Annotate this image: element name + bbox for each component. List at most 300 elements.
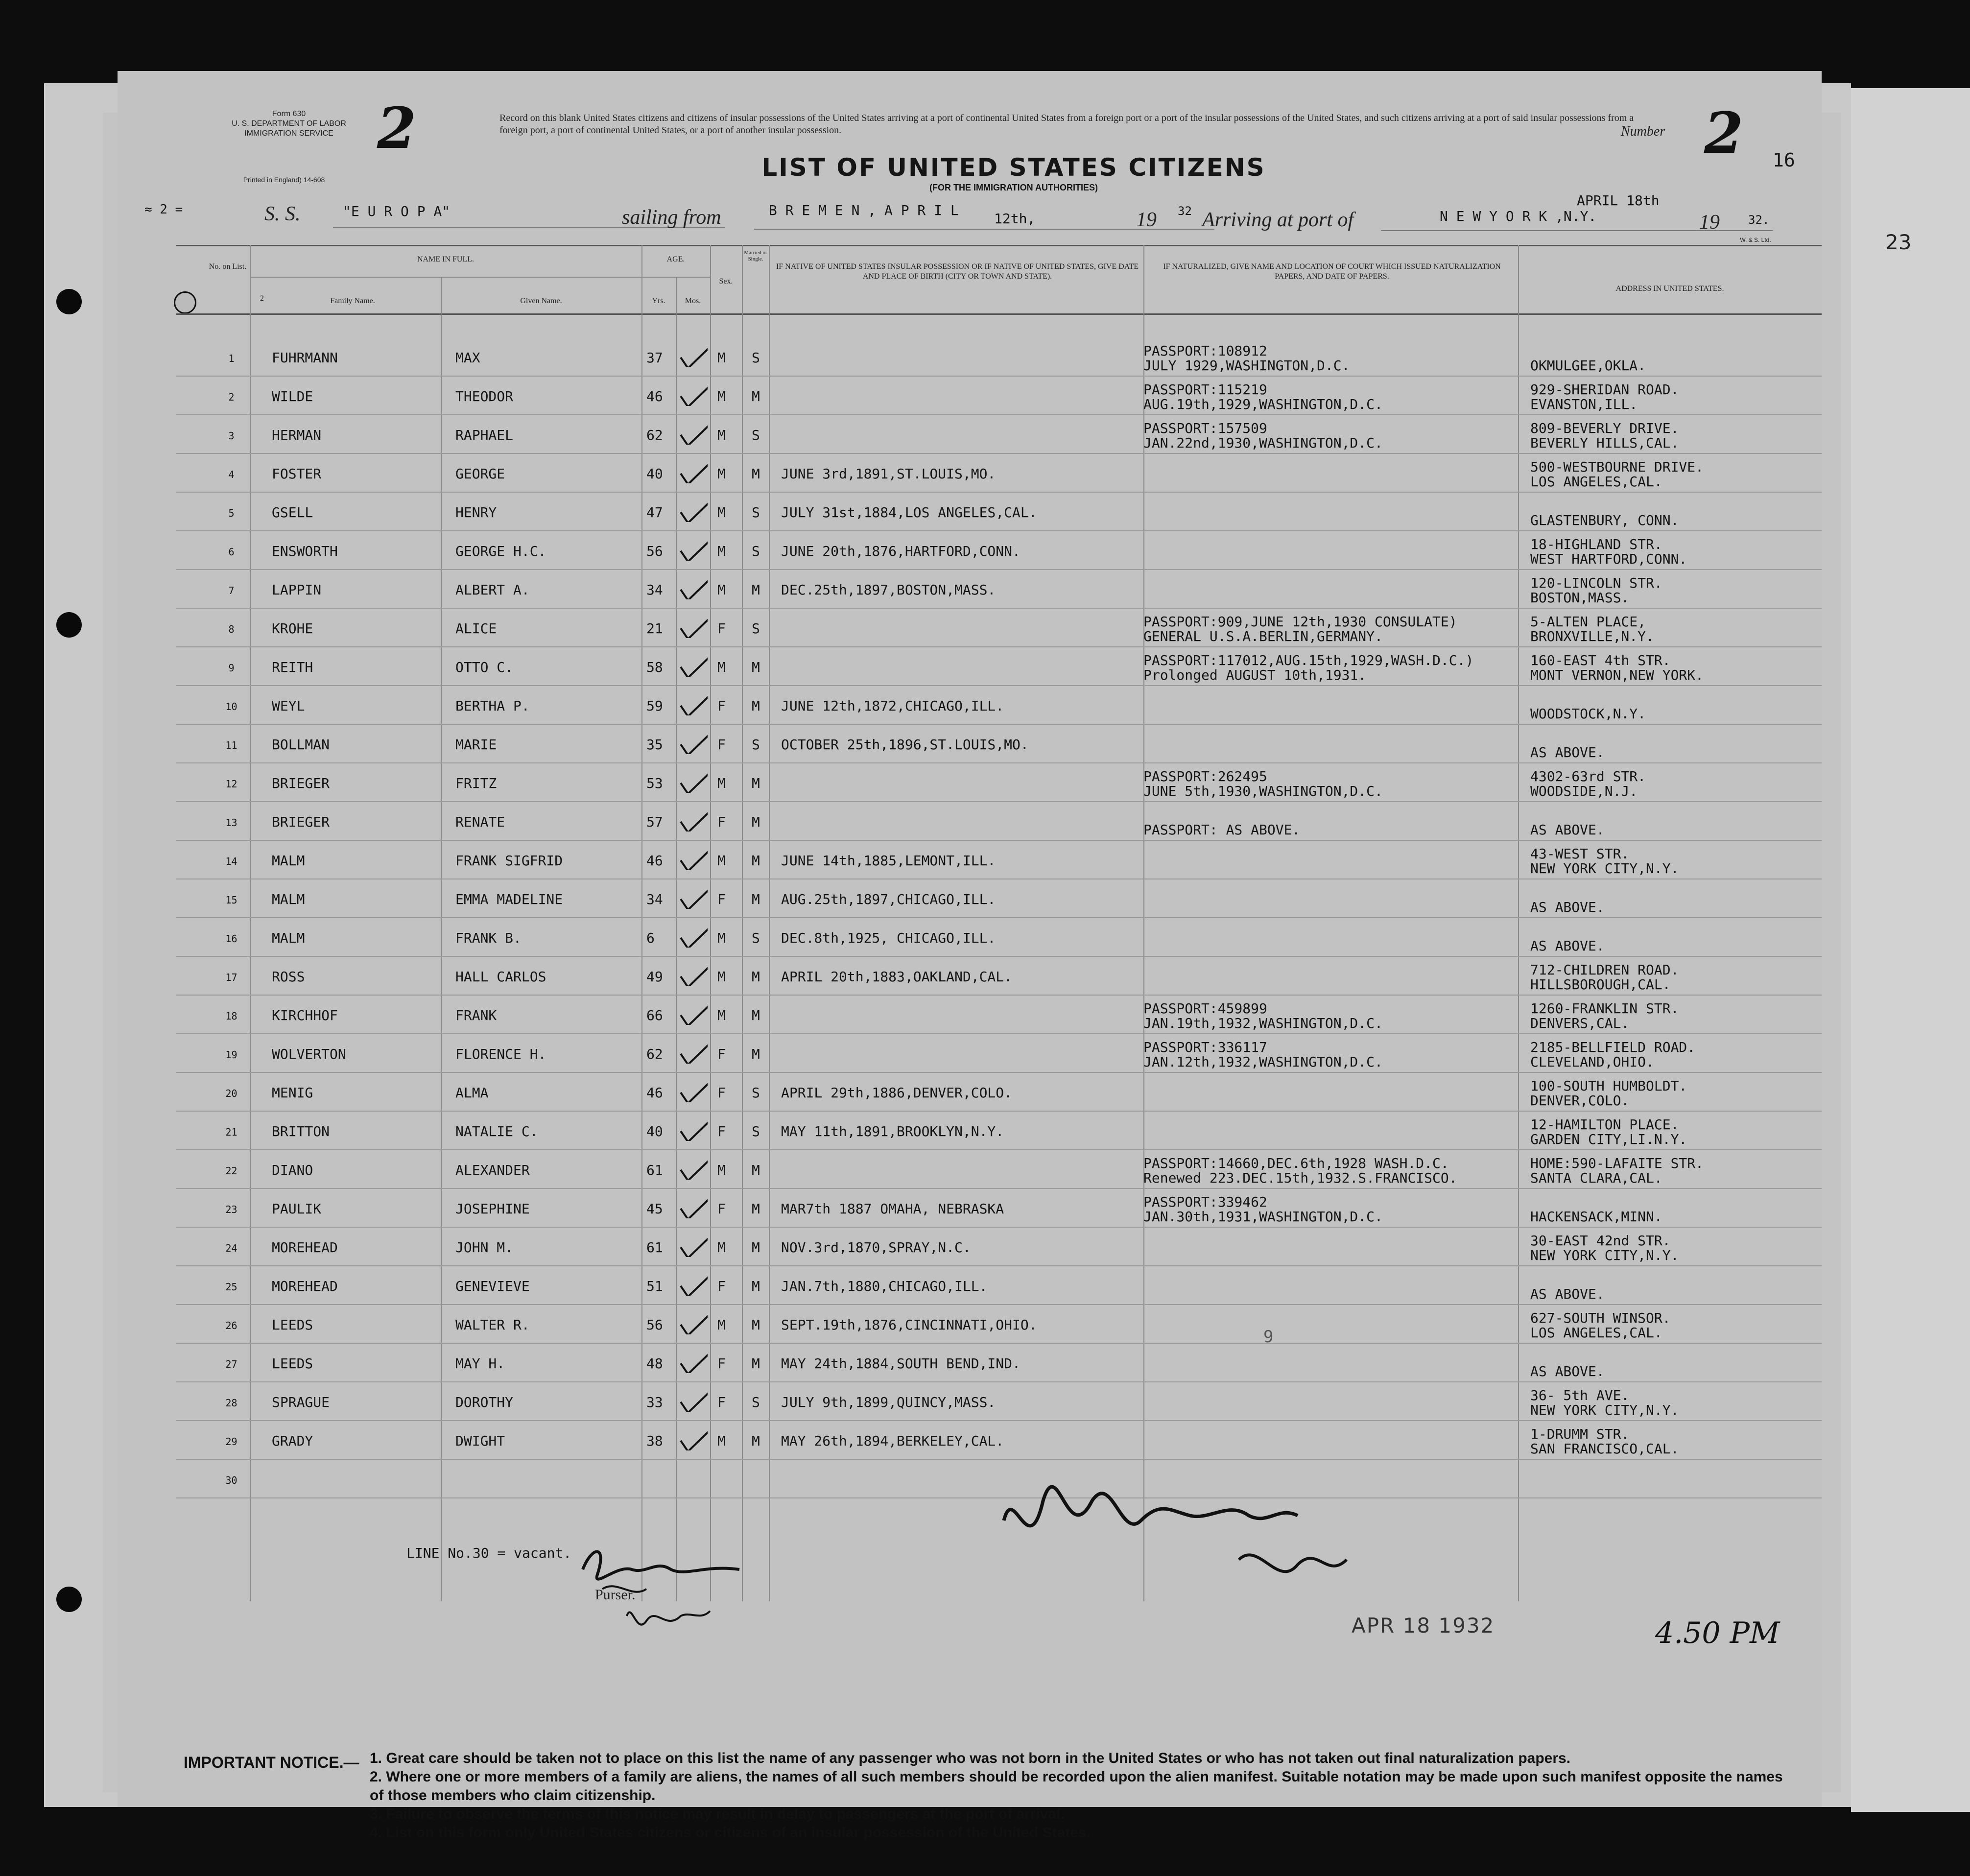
sex: F xyxy=(717,620,726,637)
service: IMMIGRATION SERVICE xyxy=(244,129,333,138)
arrival-year: 32. xyxy=(1748,213,1770,227)
table-row xyxy=(213,609,1822,647)
family-name: GSELL xyxy=(272,504,313,521)
marital-status: M xyxy=(752,1046,760,1062)
marital-status: M xyxy=(752,1433,760,1449)
table-row xyxy=(213,338,1822,376)
family-name: MENIG xyxy=(272,1085,313,1101)
marital-status: M xyxy=(752,582,760,598)
check-mark xyxy=(678,1305,708,1334)
sailing-label: sailing from xyxy=(622,206,721,229)
family-name: WOLVERTON xyxy=(272,1046,346,1062)
naturalization-line-2: Prolonged AUGUST 10th,1931. xyxy=(1143,667,1367,683)
col-family-prefix: 2 xyxy=(260,294,264,303)
sailing-year: 32 xyxy=(1178,204,1192,218)
sex: M xyxy=(717,659,726,675)
birth-date-place: MAR7th 1887 OMAHA, NEBRASKA xyxy=(781,1201,1004,1217)
sex: M xyxy=(717,853,726,869)
notice-heading: IMPORTANT NOTICE.— xyxy=(184,1754,359,1771)
row-number: 4 xyxy=(228,469,235,480)
age-years: 66 xyxy=(646,1007,663,1023)
table-row xyxy=(213,1266,1822,1305)
age-years: 35 xyxy=(646,736,663,753)
marital-status: M xyxy=(752,969,760,985)
col-yrs-header: Yrs. xyxy=(652,297,665,305)
given-name: RAPHAEL xyxy=(455,427,514,443)
marital-status: M xyxy=(752,891,760,907)
row-number: 29 xyxy=(225,1436,237,1448)
sex: M xyxy=(717,427,726,443)
row-number: 28 xyxy=(225,1397,237,1409)
address-line-1: HOME:590-LAFAITE STR. xyxy=(1530,1155,1704,1171)
notice-item: 1. Great care should be taken not to place on this list the name of any passenger who was not born in the United States or who has not taken out final naturalization papers. xyxy=(370,1750,1571,1766)
address-line-2: LOS ANGELES,CAL. xyxy=(1530,1325,1662,1341)
address-line-1: 2185-BELLFIELD ROAD. xyxy=(1530,1039,1696,1055)
birth-date-place: JUNE 3rd,1891,ST.LOUIS,MO. xyxy=(781,466,996,482)
notice-item: 3. Failure to observe the terms of this notice may result in delay to passengers at the port of arrival. xyxy=(370,1806,1065,1822)
address-line-2: NEW YORK CITY,N.Y. xyxy=(1530,860,1679,877)
family-name: MALM xyxy=(272,853,305,869)
age-years: 62 xyxy=(646,427,663,443)
arrival-date: APRIL 18th xyxy=(1577,192,1660,209)
family-name: GRADY xyxy=(272,1433,313,1449)
check-mark xyxy=(678,1034,708,1064)
marital-status: M xyxy=(752,1278,760,1294)
right-page-edge xyxy=(1851,88,1970,1812)
address-line-2: HILLSBOROUGH,CAL. xyxy=(1530,976,1671,993)
marital-status: S xyxy=(752,1085,760,1101)
given-name: HALL CARLOS xyxy=(455,969,546,985)
family-name: LAPPIN xyxy=(272,582,322,598)
printer-mark: W. & S. Ltd. xyxy=(1740,237,1771,243)
address-line-1: 1-DRUMM STR. xyxy=(1530,1426,1630,1442)
naturalization-line-2: JAN.12th,1932,WASHINGTON,D.C. xyxy=(1143,1054,1383,1070)
naturalization-line-1: PASSPORT:115219 xyxy=(1143,381,1267,398)
marital-status: M xyxy=(752,1162,760,1178)
marital-status: S xyxy=(752,930,760,946)
address-line-1: 160-EAST 4th STR. xyxy=(1530,652,1671,668)
given-name: GEORGE H.C. xyxy=(455,543,546,559)
naturalization-line-2: AUG.19th,1929,WASHINGTON,D.C. xyxy=(1143,396,1383,412)
check-mark xyxy=(678,879,708,909)
check-mark xyxy=(678,377,708,406)
age-years: 33 xyxy=(646,1394,663,1410)
table-row xyxy=(213,1228,1822,1266)
family-name: HERMAN xyxy=(272,427,322,443)
form-number: Form 630 xyxy=(272,110,306,118)
edge-page-number: 23 xyxy=(1885,230,1912,254)
row-number: 22 xyxy=(225,1165,237,1177)
given-name: FRANK B. xyxy=(455,930,522,946)
given-name: DWIGHT xyxy=(455,1433,505,1449)
sex: F xyxy=(717,698,726,714)
table-row xyxy=(213,763,1822,802)
naturalization-line-1: PASSPORT:117012,AUG.15th,1929,WASH.D.C.) xyxy=(1143,652,1474,668)
arriving-label: Arriving at port of xyxy=(1202,209,1354,231)
sex: M xyxy=(717,1162,726,1178)
check-mark xyxy=(678,531,708,561)
table-row xyxy=(213,1344,1822,1382)
naturalization-line-1: PASSPORT:459899 xyxy=(1143,1000,1267,1017)
check-mark xyxy=(678,725,708,754)
birth-date-place: APRIL 20th,1883,OAKLAND,CAL. xyxy=(781,969,1013,985)
marital-status: M xyxy=(752,1007,760,1023)
family-name: BRITTON xyxy=(272,1123,330,1140)
row-number: 9 xyxy=(228,662,235,674)
given-name: FRANK xyxy=(455,1007,497,1023)
given-name: GEORGE xyxy=(455,466,505,482)
age-years: 34 xyxy=(646,891,663,907)
age-years: 62 xyxy=(646,1046,663,1062)
row-number: 13 xyxy=(225,817,237,829)
family-name: PAULIK xyxy=(272,1201,322,1217)
sex: M xyxy=(717,1239,726,1256)
check-mark xyxy=(678,957,708,986)
address-line-1: 929-SHERIDAN ROAD. xyxy=(1530,381,1679,398)
sex: F xyxy=(717,1085,726,1101)
address-line-2: NEW YORK CITY,N.Y. xyxy=(1530,1247,1679,1263)
address-line-1: 5-ALTEN PLACE, xyxy=(1530,614,1646,630)
row-number: 10 xyxy=(225,701,237,712)
row-number: 5 xyxy=(228,507,235,519)
birth-date-place: JULY 31st,1884,LOS ANGELES,CAL. xyxy=(781,504,1037,521)
address-line-2: AS ABOVE. xyxy=(1530,899,1605,915)
check-mark xyxy=(678,454,708,483)
age-years: 6 xyxy=(646,930,655,946)
address-line-2: AS ABOVE. xyxy=(1530,1286,1605,1302)
given-name: FRANK SIGFRID xyxy=(455,853,563,869)
row-number: 17 xyxy=(225,972,237,983)
table-row xyxy=(213,377,1822,415)
row-number: 3 xyxy=(228,430,235,442)
given-name: DOROTHY xyxy=(455,1394,514,1410)
given-name: JOSEPHINE xyxy=(455,1201,530,1217)
check-mark xyxy=(678,338,708,367)
table-row xyxy=(213,1305,1822,1343)
address-line-2: GARDEN CITY,LI.N.Y. xyxy=(1530,1131,1687,1147)
address-line-2: AS ABOVE. xyxy=(1530,1363,1605,1379)
given-name: BERTHA P. xyxy=(455,698,530,714)
family-name: FOSTER xyxy=(272,466,322,482)
address-line-2: BRONXVILLE,N.Y. xyxy=(1530,628,1654,644)
page-subtitle: (FOR THE IMMIGRATION AUTHORITIES) xyxy=(929,183,1098,192)
birth-date-place: MAY 11th,1891,BROOKLYN,N.Y. xyxy=(781,1123,1004,1140)
stray-mark: 9 xyxy=(1263,1327,1274,1347)
marital-status: M xyxy=(752,1201,760,1217)
row-number: 6 xyxy=(228,546,235,558)
family-name: LEEDS xyxy=(272,1355,313,1372)
age-years: 34 xyxy=(646,582,663,598)
row-number: 7 xyxy=(228,585,235,596)
check-mark xyxy=(678,1382,708,1412)
address-line-2: MONT VERNON,NEW YORK. xyxy=(1530,667,1704,683)
year-prefix: 19 xyxy=(1136,209,1157,231)
age-years: 61 xyxy=(646,1162,663,1178)
naturalization-line-1: PASSPORT:336117 xyxy=(1143,1039,1267,1055)
sex: M xyxy=(717,582,726,598)
address-line-2: WEST HARTFORD,CONN. xyxy=(1530,551,1687,567)
table-header-rule xyxy=(176,313,1822,315)
row-number: 21 xyxy=(225,1126,237,1138)
address-line-1: 627-SOUTH WINSOR. xyxy=(1530,1310,1671,1326)
age-years: 59 xyxy=(646,698,663,714)
family-name: BOLLMAN xyxy=(272,736,330,753)
birth-date-place: DEC.8th,1925, CHICAGO,ILL. xyxy=(781,930,996,946)
address-line-2: SAN FRANCISCO,CAL. xyxy=(1530,1441,1679,1457)
birth-date-place: JAN.7th,1880,CHICAGO,ILL. xyxy=(781,1278,988,1294)
punch-hole-ring xyxy=(174,291,196,314)
punch-hole xyxy=(56,289,82,314)
year-prefix-2: 19 xyxy=(1699,211,1720,234)
given-name: WALTER R. xyxy=(455,1317,530,1333)
col-address-header: ADDRESS IN UNITED STATES. xyxy=(1615,285,1724,293)
sex: F xyxy=(717,1123,726,1140)
given-name: OTTO C. xyxy=(455,659,514,675)
birth-date-place: SEPT.19th,1876,CINCINNATI,OHIO. xyxy=(781,1317,1037,1333)
sex: F xyxy=(717,891,726,907)
age-years: 46 xyxy=(646,1085,663,1101)
family-name: DIANO xyxy=(272,1162,313,1178)
table-row xyxy=(213,531,1822,570)
naturalization-line-1: PASSPORT:339462 xyxy=(1143,1194,1267,1210)
given-name: MARIE xyxy=(455,736,497,753)
sailing-day: 12th, xyxy=(994,211,1036,227)
inspector-signature xyxy=(984,1442,1435,1604)
row-number: 30 xyxy=(225,1474,237,1486)
address-line-2: EVANSTON,ILL. xyxy=(1530,396,1638,412)
naturalization-line-1: PASSPORT:108912 xyxy=(1143,343,1267,359)
given-name: MAX xyxy=(455,350,480,366)
birth-date-place: JUNE 12th,1872,CHICAGO,ILL. xyxy=(781,698,1004,714)
address-line-1: 809-BEVERLY DRIVE. xyxy=(1530,420,1679,436)
family-name: KROHE xyxy=(272,620,313,637)
form-block xyxy=(230,109,348,139)
address-line-2: LOS ANGELES,CAL. xyxy=(1530,474,1662,490)
printer-note: Printed in England) 14-608 xyxy=(243,176,325,184)
department: U. S. DEPARTMENT OF LABOR xyxy=(232,119,346,128)
check-mark xyxy=(678,570,708,599)
col-sex-header: Sex. xyxy=(719,277,733,285)
age-years: 37 xyxy=(646,350,663,366)
birth-date-place: MAY 24th,1884,SOUTH BEND,IND. xyxy=(781,1355,1021,1372)
sex: M xyxy=(717,1007,726,1023)
row-number: 19 xyxy=(225,1049,237,1061)
sex: F xyxy=(717,1201,726,1217)
address-line-1: 4302-63rd STR. xyxy=(1530,768,1646,784)
marital-status: S xyxy=(752,350,760,366)
family-name: MALM xyxy=(272,930,305,946)
side-mark: ≈ 2 = xyxy=(144,202,183,217)
col-birth-header: IF NATIVE OF UNITED STATES INSULAR POSSESSION OR IF NATIVE OF UNITED STATES, GIVE DATE AND PLACE OF BIRTH (CITY OR TOWN AND STATE). xyxy=(776,262,1139,281)
purser-label: Purser. xyxy=(595,1587,636,1603)
marital-status: M xyxy=(752,698,760,714)
check-mark xyxy=(678,1073,708,1102)
check-mark xyxy=(678,802,708,831)
check-mark xyxy=(678,841,708,870)
check-mark xyxy=(678,1189,708,1218)
check-mark xyxy=(678,1344,708,1373)
given-name: JOHN M. xyxy=(455,1239,514,1256)
row-number: 14 xyxy=(225,855,237,867)
row-number: 2 xyxy=(228,391,235,403)
family-name: ENSWORTH xyxy=(272,543,338,559)
address-line-1: 18-HIGHLAND STR. xyxy=(1530,536,1662,552)
given-name: ALBERT A. xyxy=(455,582,530,598)
row-number: 18 xyxy=(225,1010,237,1022)
address-line-2: BOSTON,MASS. xyxy=(1530,590,1630,606)
birth-date-place: APRIL 29th,1886,DENVER,COLO. xyxy=(781,1085,1013,1101)
sailing-from: B R E M E N , A P R I L xyxy=(769,202,959,218)
table-row xyxy=(213,996,1822,1034)
birth-date-place: AUG.25th,1897,CHICAGO,ILL. xyxy=(781,891,996,907)
marital-status: M xyxy=(752,388,760,404)
marital-status: M xyxy=(752,659,760,675)
age-years: 40 xyxy=(646,466,663,482)
family-name: KIRCHHOF xyxy=(272,1007,338,1023)
table-row xyxy=(213,1073,1822,1111)
sex: F xyxy=(717,814,726,830)
naturalization-line-2: PASSPORT: AS ABOVE. xyxy=(1143,822,1301,838)
given-name: THEODOR xyxy=(455,388,514,404)
address-line-1: 1260-FRANKLIN STR. xyxy=(1530,1000,1679,1017)
naturalization-line-2: JUNE 5th,1930,WASHINGTON,D.C. xyxy=(1143,783,1383,799)
marital-status: S xyxy=(752,620,760,637)
birth-date-place: DEC.25th,1897,BOSTON,MASS. xyxy=(781,582,996,598)
table-row xyxy=(213,879,1822,918)
family-name: SPRAGUE xyxy=(272,1394,330,1410)
col-given-header: Given Name. xyxy=(520,297,562,305)
notice-item: 4. List on this form only United States citizens or citizens of an insular possession of the United States. xyxy=(370,1825,1091,1841)
header-instructions: Record on this blank United States citizens and citizens of insular possessions of the United States arriving at a port of continental United States from a foreign port or a port of the insular possessions of the United States, and such citizens arriving at a port of said insular possessions from a foreign port, a port of continental United States, or a port of another insular possession. xyxy=(499,113,1634,136)
date-stamp: APR 18 1932 xyxy=(1352,1614,1495,1638)
table-row xyxy=(213,802,1822,840)
given-name: FLORENCE H. xyxy=(455,1046,546,1062)
family-name: FUHRMANN xyxy=(272,350,338,366)
address-line-2: CLEVELAND,OHIO. xyxy=(1530,1054,1654,1070)
given-name: ALMA xyxy=(455,1085,489,1101)
birth-date-place: MAY 26th,1894,BERKELEY,CAL. xyxy=(781,1433,1004,1449)
age-years: 56 xyxy=(646,1317,663,1333)
address-line-1: 500-WESTBOURNE DRIVE. xyxy=(1530,459,1704,475)
vacant-note: LINE No.30 = vacant. xyxy=(406,1545,572,1561)
table-row xyxy=(213,957,1822,995)
sex: M xyxy=(717,504,726,521)
age-years: 47 xyxy=(646,504,663,521)
address-line-2: OKMULGEE,OKLA. xyxy=(1530,357,1646,374)
row-number: 24 xyxy=(225,1242,237,1254)
table-row xyxy=(213,725,1822,763)
marital-status: S xyxy=(752,427,760,443)
sex: M xyxy=(717,350,726,366)
time-note-handwritten xyxy=(1650,1609,1807,1662)
table-row xyxy=(213,918,1822,956)
sex: M xyxy=(717,969,726,985)
address-line-2: GLASTENBURY, CONN. xyxy=(1530,512,1679,528)
given-name: NATALIE C. xyxy=(455,1123,538,1140)
col-family-header: Family Name. xyxy=(330,297,375,305)
age-years: 45 xyxy=(646,1201,663,1217)
punch-hole xyxy=(56,1587,82,1612)
table-row xyxy=(213,1382,1822,1421)
address-line-1: 12-HAMILTON PLACE. xyxy=(1530,1116,1679,1133)
naturalization-line-1: PASSPORT:14660,DEC.6th,1928 WASH.D.C. xyxy=(1143,1155,1449,1171)
naturalization-line-2: Renewed 223.DEC.15th,1932.S.FRANCISCO. xyxy=(1143,1170,1457,1186)
address-line-2: AS ABOVE. xyxy=(1530,744,1605,760)
birth-date-place: JULY 9th,1899,QUINCY,MASS. xyxy=(781,1394,996,1410)
table-row xyxy=(213,1034,1822,1072)
notice-item: 2. Where one or more members of a family are aliens, the names of all such members should be recorded upon the alien manifest. Suitable notation may be made upon such manifest opposite the names of those members who claim citizenship. xyxy=(370,1769,1783,1804)
marital-status: M xyxy=(752,814,760,830)
col-name-header: NAME IN FULL. xyxy=(417,255,474,263)
row-number: 15 xyxy=(225,894,237,906)
name-split-rule xyxy=(250,277,641,278)
sex: M xyxy=(717,543,726,559)
manifest-page xyxy=(118,71,1822,1841)
ship-name: "E U R O P A" xyxy=(343,203,451,219)
table-row xyxy=(213,647,1822,686)
address-line-2: WOODSTOCK,N.Y. xyxy=(1530,706,1646,722)
address-line-2: NEW YORK CITY,N.Y. xyxy=(1530,1402,1679,1418)
table-row xyxy=(213,1189,1822,1227)
marital-status: S xyxy=(752,1123,760,1140)
sex: F xyxy=(717,1278,726,1294)
family-name: REITH xyxy=(272,659,313,675)
family-name: MOREHEAD xyxy=(272,1239,338,1256)
notice-list xyxy=(370,1749,1800,1842)
check-mark xyxy=(678,647,708,677)
address-line-2: HACKENSACK,MINN. xyxy=(1530,1209,1662,1225)
family-name: WILDE xyxy=(272,388,313,404)
number-label: Number xyxy=(1621,124,1665,139)
table-row xyxy=(213,570,1822,608)
row-number: 27 xyxy=(225,1358,237,1370)
table-row xyxy=(213,1150,1822,1188)
address-line-2: BEVERLY HILLS,CAL. xyxy=(1530,435,1679,451)
check-mark xyxy=(678,1421,708,1450)
col-mos-header: Mos. xyxy=(685,297,701,305)
purser-initials xyxy=(617,1596,715,1640)
marital-status: M xyxy=(752,466,760,482)
address-line-2: WOODSIDE,N.J. xyxy=(1530,783,1638,799)
address-line-1: 712-CHILDREN ROAD. xyxy=(1530,962,1679,978)
address-line-2: AS ABOVE. xyxy=(1530,822,1605,838)
sex: M xyxy=(717,466,726,482)
marital-status: S xyxy=(752,736,760,753)
row-number: 16 xyxy=(225,933,237,945)
sex: F xyxy=(717,736,726,753)
marital-status: M xyxy=(752,775,760,791)
sex: M xyxy=(717,1317,726,1333)
age-years: 48 xyxy=(646,1355,663,1372)
naturalization-line-1: PASSPORT:909,JUNE 12th,1930 CONSULATE) xyxy=(1143,614,1457,630)
punch-hole xyxy=(56,612,82,638)
naturalization-line-2: JULY 1929,WASHINGTON,D.C. xyxy=(1143,357,1350,374)
row-number: 12 xyxy=(225,778,237,790)
age-years: 51 xyxy=(646,1278,663,1294)
address-line-2: DENVERS,CAL. xyxy=(1530,1015,1630,1031)
address-line-1: 120-LINCOLN STR. xyxy=(1530,575,1662,591)
marital-status: S xyxy=(752,504,760,521)
check-mark xyxy=(678,763,708,793)
col-no-header: No. on List. xyxy=(209,262,247,271)
check-mark xyxy=(678,493,708,522)
ss-label: S. S. xyxy=(264,203,301,225)
birth-date-place: NOV.3rd,1870,SPRAY,N.C. xyxy=(781,1239,971,1256)
marital-status: M xyxy=(752,1239,760,1256)
family-name: LEEDS xyxy=(272,1317,313,1333)
address-line-1: 36- 5th AVE. xyxy=(1530,1387,1630,1403)
table-row xyxy=(213,841,1822,879)
